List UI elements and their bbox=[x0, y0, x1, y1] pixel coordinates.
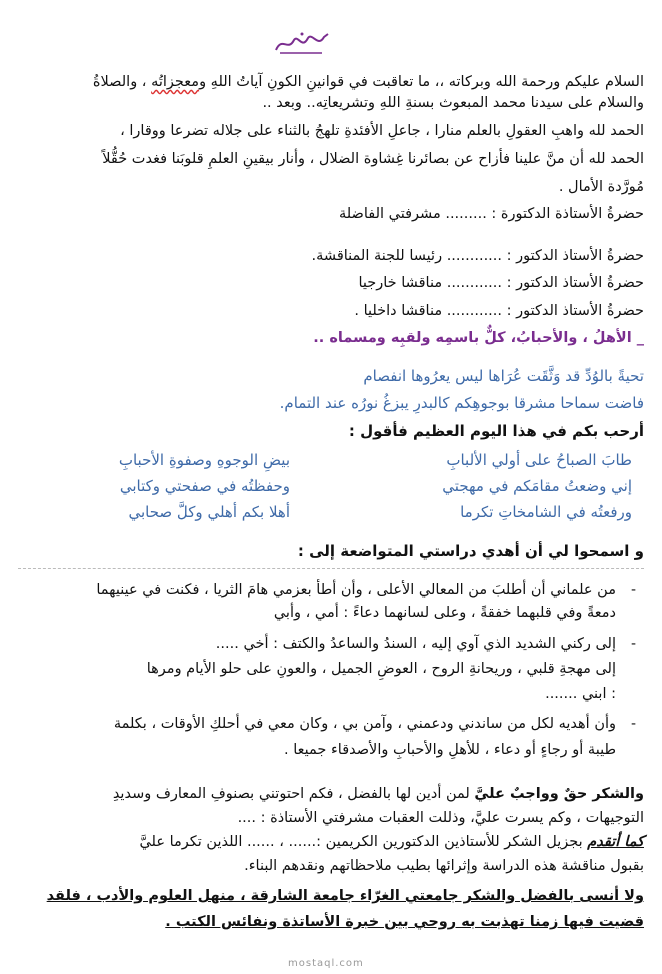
thanks-line-3 bbox=[139, 832, 644, 852]
bullet-3: - bbox=[630, 716, 636, 732]
family-greeting: _ الأهلُ ، والأحبابُ، كلٌّ باسمِه ولقبِه ومسماه .. bbox=[313, 330, 644, 346]
committee-internal: حضرةُ الأستاذ الدكتور : ............ مناقشا داخليا . bbox=[354, 303, 644, 319]
opening-line-2: والسلام على سيدنا محمد المبعوث بسنةِ اللهِ وتشريعاتِه.. وبعد .. bbox=[262, 95, 644, 111]
dedication-supporters-2: طيبة أو رجاءٍ أو دعاء ، للأهلِ والأحبابِ والأصدقاء جميعا . bbox=[284, 742, 616, 758]
poem-verse-2-right: إني وضعتُ مقامَكم في مهجتي bbox=[442, 477, 632, 495]
dedication-parents-1: من علماني أن أطلبَ من المعالي الأعلى ، وأن أطأ بعزمي هامَ الثريا ، فكنت في عينيهما bbox=[96, 582, 616, 598]
thanks-rest: لمن أدين لها بالفضل ، فكم احتوتني بصنوفِ المعارف وسديدِ bbox=[112, 786, 475, 802]
dedication-heading: و اسمحوا لي أن أهدي دراستي المتواضعة إلى : bbox=[297, 542, 644, 560]
thanks-line-1 bbox=[113, 784, 644, 804]
opening-text-post: ، والصلاةُ bbox=[92, 74, 152, 90]
bullet-2: - bbox=[630, 636, 636, 652]
poem-verse-2-left: وحفظتُه في صفحتي وكتابي bbox=[119, 477, 290, 495]
dedication-son-2: : ابني ....... bbox=[545, 686, 616, 702]
opening-line-1 bbox=[93, 72, 644, 92]
thanks-lead: والشكر حقٌ وواجبٌ عليَّ bbox=[474, 786, 644, 802]
dedication-son-1: إلى مهجةِ قلبي ، وريحانةِ الروح ، العوضِ الجميل ، والعونِ على حلو الأيام ومرها bbox=[146, 661, 616, 677]
dedication-supporters-1: وأن أهديه لكل من ساندني ودعمني ، وآمن بي ، وكان معي في أحلكِ الأوقات ، بكلمة bbox=[113, 716, 616, 732]
thanks-also-rest: بجزيل الشكر للأستاذين الدكتورين الكريمين :...... ، ...... اللذين تكرما عليَّ bbox=[139, 834, 588, 850]
thanks-line-2: التوجيهات ، وكم يسرت عليَّ، وذللت العقبات مشرفتي الأستاذة : .... bbox=[237, 810, 644, 826]
praise-line-3: مُورَّدة الأمال . bbox=[558, 179, 644, 195]
welcome-line: أرحب بكم في هذا اليوم العظيم فأقول : bbox=[348, 422, 644, 440]
committee-supervisor: حضرةُ الأستاذة الدكتورة : ......... مشرفتي الفاضلة bbox=[338, 206, 644, 222]
thanks-also-lead: كما أتقدم bbox=[587, 834, 644, 850]
poem-verse-1-left: بيضِ الوجوهِ وصفوةِ الأحبابِ bbox=[118, 451, 290, 469]
dedication-brother: إلى ركني الشديد الذي آوي إليه ، السندُ والساعدُ والكتف : أخي ..... bbox=[215, 636, 616, 652]
university-thanks-1: ولا أنسى بالفضل والشكر جامعتي الغرّاء جامعة الشارقة ، منهل العلوم والأدب ، فلقد bbox=[46, 888, 644, 904]
watermark: mostaql.com bbox=[288, 958, 364, 969]
basmala-calligraphy-logo bbox=[272, 28, 332, 58]
poem-verse-1-right: طابَ الصباحُ على أولي الألبابِ bbox=[446, 451, 632, 469]
committee-external: حضرةُ الأستاذ الدكتور : ............ مناقشا خارجيا bbox=[358, 275, 644, 291]
greeting-verse-1: تحيةً بالوُدِّ قد وَثَّقَت عُرَاها ليس يعرُوها انفصام bbox=[363, 367, 644, 385]
poem-verse-3-left: أهلا بكم أهلي وكلَّ صحابي bbox=[128, 503, 290, 521]
greeting-verse-2: فاضت سماحا مشرقا بوجوهِكم كالبدرِ يبزغُ نورُه عند التمام. bbox=[279, 394, 644, 412]
opening-miracles-word: معجزاتُه bbox=[151, 74, 200, 90]
praise-line-1: الحمد لله واهبِ العقولِ بالعلم منارا ، جاعلِ الأفئدةِ تلهجُ بالثناء على جلاله تضرعا ووقارا ، bbox=[120, 123, 644, 139]
opening-text-pre: السلام عليكم ورحمة الله وبركاته ،، ما تعاقبت في قوانينِ الكونِ آياتُ اللهِ و bbox=[199, 74, 644, 90]
poem-verse-3-right: ورفعتُه في الشامخاتِ تكرما bbox=[460, 503, 632, 521]
thanks-line-4: بقبول مناقشة هذه الدراسة وإثرائها بطيب ملاحظاتهم ونقدهم البناء. bbox=[244, 858, 644, 874]
divider bbox=[18, 568, 644, 569]
dedication-parents-2: دمعةً وفي قلبهما خفقةً ، وعلى لسانهما دعاءً : أمي ، وأبي bbox=[273, 605, 616, 621]
university-thanks-2: قضيت فيها زمنا تهذبت به روحي بين خبرة الأساتذة ونفائس الكتب . bbox=[165, 914, 644, 930]
committee-chair: حضرةُ الأستاذ الدكتور : ............ رئيسا للجنة المناقشة. bbox=[311, 248, 644, 264]
praise-line-2: الحمد لله أن منَّ علينا فأزاح عن بصائرنا غِشاوة الضلال ، وأنار بيقينِ العلمِ قلوبَنا فغدت حُقُّلاً bbox=[102, 151, 644, 167]
bullet-1: - bbox=[630, 582, 636, 598]
